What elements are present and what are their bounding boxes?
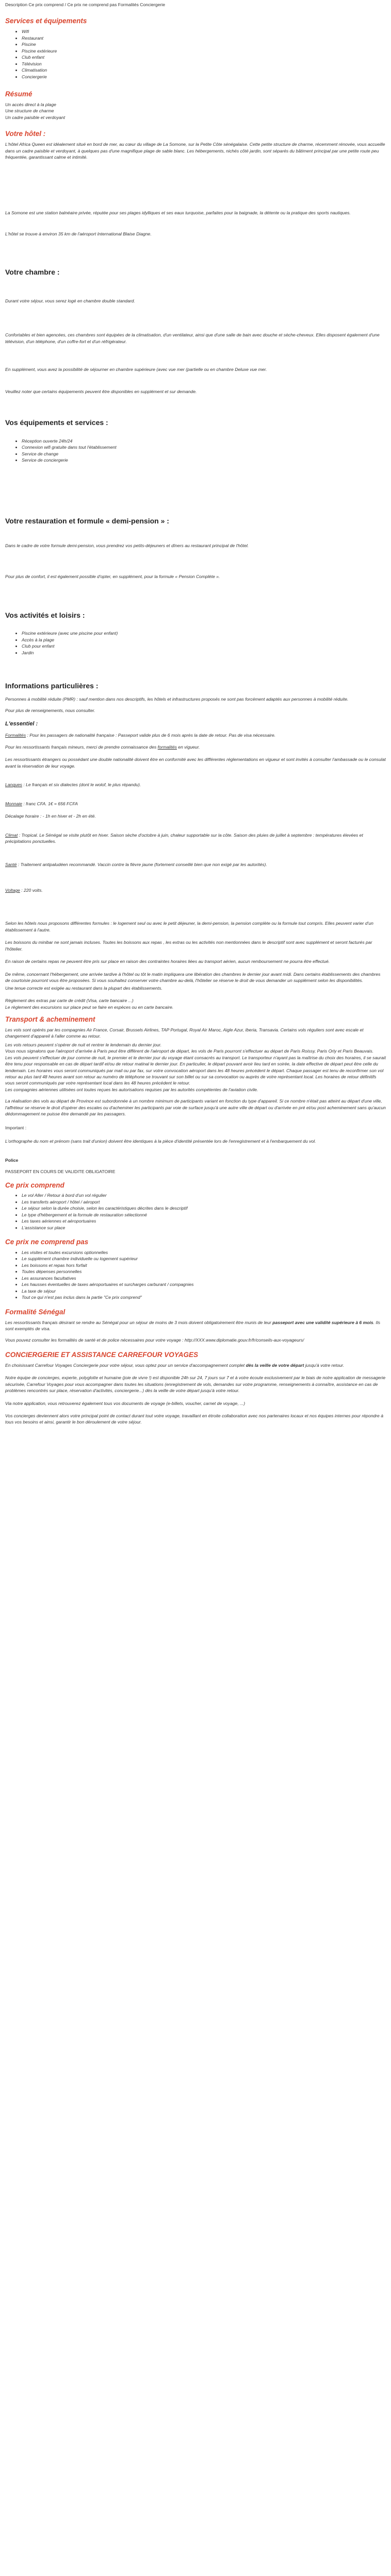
ne-comprend-list [5, 1249, 386, 1301]
boissons-paragraph: Les boissons du minibar ne sont jamais incluses. Toutes les boissons aux repas , les extras ou les activités non mentionnées dans le descriptif sont avec supplément et seront facturés par l'hôtelier. [5, 940, 372, 952]
equipements-section [5, 418, 386, 463]
reglement-excursions-paragraph: Le règlement des excursions sur place peut se faire en espèces ou en carte bancaire. [5, 1004, 174, 1010]
chambre-paragraph: Confortables et bien agencées, ces chambres sont équipées de la climatisation, d'un ventilateur, ainsi que d'une salle de bain avec douche et sèche-cheveux. Elles disposent également d'une télévision, d'un téléphone, d'un coffre-fort et d'un réfrigérateur. [5, 332, 380, 344]
list-item: • Accès à la plage [22, 637, 386, 643]
list-item: • Les transferts aéroport / hôtel / aéroport [22, 1199, 386, 1205]
list-item: • Service de conciergerie [22, 457, 386, 463]
monnaie-text: : franc CFA. 1€ = 656 FCFA [22, 801, 78, 806]
list-item: • Le vol Aller / Retour à bord d'un vol régulier [22, 1192, 386, 1198]
resume-line: Une structure de charme [5, 108, 54, 114]
formalite-passeport: passeport avec une validité supérieure à 6 mois [272, 1319, 373, 1325]
pmr-paragraph: Personnes à mobilité réduite (PMR) : sauf mention dans nos descriptifs, les hôtels et infrastructures proposés ne sont pas forcément adaptés aux personnes à mobilité réduite. [5, 696, 349, 702]
services-list [5, 28, 386, 80]
voltage-label: Voltage [5, 888, 20, 893]
list-item: • Les visites et toutes excursions optionnelles [22, 1249, 386, 1256]
hotel-paragraph: L'hôtel Africa Queen est idéalement situé en bord de mer, au cœur du village de La Somone, sur la Petite Côte sénégalaise. Cette petite structure de charme, récemment rénovée, vous accueille dans un cadre paisible et verdoyant, à quelques pas d'une magnifique plage de sable blanc. Les hébergements, nichés côté jardin, sont séparés du bâtiment principal par une petite route peu fréquentée, garantissant calme et intimité. [5, 142, 385, 160]
langues-paragraph [5, 782, 386, 788]
mineurs-text: Pour les ressortissants français mineurs, merci de prendre connaissance des [5, 744, 158, 750]
resume-section [5, 90, 386, 121]
reglement-paragraph: Règlement des extras par carte de crédit (Visa, carte bancaire ...) [5, 998, 134, 1004]
transport-paragraph: Les compagnies aériennes utilisées ont toutes reçues les autorisations requises par les autorités compétentes de l'aviation civile. [5, 1087, 258, 1092]
list-item: • Club pour enfant [22, 643, 386, 649]
list-item: • Tout ce qui n'est pas inclus dans la partie "Ce prix comprend" [22, 1294, 386, 1300]
list-item: • Le type d'hébergement et la formule de restauration sélectionné [22, 1212, 386, 1218]
formalite-text-end: . Ils sont exemptés de visa. [5, 1319, 381, 1331]
list-item: • Wifi [22, 28, 386, 35]
hebergement-paragraph: De même, concernant l'hébergement, une arrivée tardive à l'hôtel ou tôt le matin impliquera une libération des chambres le dernier jour avant midi. Dans certains établissements des chambres de courtoisie pourront vous être proposées. Si vous souhaitez conserver votre chambre au-delà, l'hôtelier se réserve le droit de vous demander un supplément selon les disponibilités. [5, 971, 381, 984]
transport-paragraph: Les vols peuvent s'effectuer de jour comme de nuit, le premier et le dernier jour du voyage étant consacrés au transport. Le transporteur n'ayant pas la maîtrise du choix des horaires, il se saurait être tenu pour responsable en cas de départ tardif et/ou de retour matinal le dernier jour. En particulier, le départ pouvant avoir lieu tard en soirée, la date effective de départ peut être celle du lendemain. Les horaires vous seront communiqués par mail ou par fax, sur votre convocation aéroport dans les 48 heures précédent le départ. Chaque passager est tenu de reconfirmer son vol retour au plus tard 48 heures avant son retour au numéro de téléphone se trouvant sur son billet ou sur sa convocation ou auprès de votre représentant local. Les horaires de retour définitifs vous seront communiqués par votre représentant local dans les 48 heures précédent le retour. [5, 1055, 386, 1086]
langues-text: : Le français et six dialectes (dont le wolof, le plus répandu). [22, 782, 141, 788]
resume-line: Un accès direct à la plage [5, 101, 56, 107]
transport-paragraph: Vous nous signalons que l'aéroport d'arrivée à Paris peut être différent de l'aéroport de départ, les vols de Paris pourront s'effectuer au départ de Paris Roissy, Paris Orly et Paris Beauvais. [5, 1048, 374, 1054]
list-item: • Les assurances facultatives [22, 1275, 386, 1281]
ne-comprend-title: Ce prix ne comprend pas [5, 1238, 89, 1246]
comprend-section [5, 1181, 386, 1231]
transport-paragraph: La réalisation des vols au départ de Province est subordonnée à un nombre minimum de participants variant en fonction du type d'appareil. Si ce nombre n'était pas atteint au départ d'une ville, l'affréteur se réserve le droit d'opérer des escales ou d'acheminer les participants par voie de surface jusqu'à une autre ville de départ ou d'arrivée en pré et/ou post acheminement sans qu'aucun dédommagement ne puisse être demandé par les passagers. [5, 1098, 386, 1117]
langues-label: Langues [5, 782, 22, 788]
mineurs-paragraph [5, 744, 386, 750]
chambre-paragraph: Durant votre séjour, vous serez logé en chambre double standard. [5, 298, 135, 303]
conciergerie-text-end: jusqu'à votre retour. [304, 1362, 345, 1368]
list-item: • Les taxes aériennes et aéroportuaires [22, 1218, 386, 1224]
sante-text: : Traitement antipaludéen recommandé. Vaccin contre la fièvre jaune (fortement conseillé bien que non exigé par les autorités). [17, 861, 267, 867]
hotel-paragraph: L'hôtel se trouve à environ 35 km de l'aéroport International Blaise Diagne. [5, 231, 152, 236]
formalites-label: Formalités [5, 733, 26, 738]
equipements-list [5, 438, 386, 464]
restauration-paragraph: Pour plus de confort, il est également possible d'opter, en supplément, pour la formule « Pension Complète ». [5, 574, 220, 580]
comprend-list [5, 1192, 386, 1231]
hotel-title: Votre hôtel : [5, 130, 46, 138]
passeport-notice: PASSEPORT EN COURS DE VALIDITE OBLIGATOIRE [5, 1169, 116, 1175]
list-item: • Les hausses éventuelles de taxes aéroportuaires et surcharges carburant / compagnies [22, 1281, 386, 1287]
chambre-section [5, 268, 386, 395]
important-label: Important : [5, 1125, 27, 1130]
conciergerie-veille: dès la veille de votre départ [246, 1362, 304, 1368]
list-item: • Le supplément chambre individuelle ou logement supérieur [22, 1256, 386, 1262]
services-title: Services et équipements [5, 17, 87, 25]
list-item: • Piscine extérieure [22, 48, 386, 54]
repas-paragraph: En raison de certains repas ne peuvent être pris sur place en raison des contraintes horaires liées au transport aérien, aucun remboursement ne pourra être effectué. [5, 959, 330, 964]
services-section [5, 17, 386, 80]
formalites-text: : Pour les passagers de nationalité française : Passeport valide plus de 6 mois après la date de retour. Pas de visa nécessaire. [26, 733, 276, 738]
list-item: • La taxe de séjour [22, 1288, 386, 1294]
tabs-line[interactable]: Description Ce prix comprend / Ce prix ne comprend pas Formalités Conciergerie [5, 2, 165, 7]
loisirs-list [5, 630, 386, 656]
formalite-section [5, 1308, 386, 1344]
list-item: • Club enfant [22, 54, 386, 60]
restauration-title: Votre restauration et formule « demi-pension » : [5, 517, 169, 526]
monnaie-paragraph [5, 801, 386, 807]
sante-label: Santé [5, 861, 17, 867]
restauration-paragraph: Dans le cadre de votre formule demi-pension, vous prendrez vos petits-déjeuners et dîners au restaurant principal de l'hôtel. [5, 543, 249, 548]
conciergerie-title: CONCIERGERIE ET ASSISTANCE CARREFOUR VOYAGES [5, 1350, 199, 1359]
conciergerie-paragraph: Vos concierges deviennent alors votre principal point de contact durant tout votre voyage, travaillant en étroite collaboration avec nos partenaires locaux et nos équipes internes pour répondre à tous vos besoins et ainsi, garantir le bon déroulement de votre séjour. [5, 1413, 383, 1425]
essentiel-title: L'essentiel : [5, 720, 38, 727]
conciergerie-text: En choisissant Carrefour Voyages Conciergerie pour votre séjour, vous optez pour un service d'accompagnement complet [5, 1362, 246, 1368]
list-item: • Climatisation [22, 67, 386, 73]
loisirs-section [5, 611, 386, 656]
info-paragraph: Pour plus de renseignements, nous consulter. [5, 708, 95, 714]
list-item: • Réception ouverte 24h/24 [22, 438, 386, 444]
restauration-section [5, 517, 386, 580]
climat-paragraph [5, 832, 386, 845]
list-item: • Télévision [22, 61, 386, 67]
police-label: Police [5, 1157, 19, 1163]
hotel-section [5, 130, 386, 237]
transport-paragraph: Les vols retours peuvent s'opérer de nuit et rentrer le lendemain du dernier jour. [5, 1042, 162, 1047]
hotel-paragraph: La Somone est une station balnéaire privée, réputée pour ses plages idylliques et ses eaux turquoise, parfaites pour la baignade, la détente ou la pratique des sports nautiques. [5, 210, 351, 216]
formules-paragraph: Selon les hôtels nous proposons différentes formules : le logement seul ou avec le petit déjeuner, la demi-pension, la pension complète ou la formule tout compris. Elles peuvent varier d'un établissement à l'autre. [5, 921, 373, 933]
list-item: • Toutes dépenses personnelles [22, 1268, 386, 1275]
formalites-link[interactable]: formalités [157, 744, 177, 750]
resume-title: Résumé [5, 90, 32, 98]
transport-section [5, 1015, 386, 1175]
conciergerie-paragraph: Notre équipe de concierges, experte, polyglotte et humaine (joie de vivre !) est disponible 24h sur 24, 7 jours sur 7 et à votre écoute exclusivement par le biais de notre application de messagerie sécurisée, Carrefour Voyages pour vous accompagner dans toutes les situations (enregistrement de vols, demandes sur votre programme, renseignements à connaître, assistance en cas de problèmes rencontrés sur place, réservation d'activités, conciergerie...) dès la veille de votre départ jusqu'à votre retour. [5, 1375, 386, 1394]
loisirs-title: Vos activités et loisirs : [5, 611, 85, 619]
list-item: • Le séjour selon la durée choisie, selon les caractéristiques décrites dans le descriptif [22, 1205, 386, 1211]
formalite-title: Formalité Sénégal [5, 1308, 66, 1316]
climat-label: Climat [5, 832, 18, 838]
list-item: • Piscine [22, 41, 386, 47]
voltage-paragraph [5, 887, 386, 893]
ne-comprend-section [5, 1238, 386, 1301]
list-item: • Piscine extérieure (avec une piscine pour enfant) [22, 630, 386, 636]
orthographe-paragraph: L'orthographe du nom et prénom (sans trait d'union) doivent être identiques à la pièce d'identité présentée lors de l'enregistrement et à l'embarquement du vol. [5, 1139, 316, 1144]
comprend-title: Ce prix comprend [5, 1181, 64, 1189]
voltage-text: : 220 volts. [20, 888, 43, 893]
resume-line: Un cadre paisible et verdoyant [5, 114, 66, 120]
formalite-paragraph [5, 1319, 386, 1332]
formalite-text: Les ressortissants français désirant se rendre au Sénégal pour un séjour de moins de 3 mois doivent obligatoirement être munis de leur [5, 1319, 273, 1325]
chambre-title: Votre chambre : [5, 268, 60, 277]
sante-paragraph [5, 861, 386, 868]
decalage-paragraph: Décalage horaire : - 1h en hiver et - 2h en été. [5, 814, 96, 819]
chambre-paragraph: Veuillez noter que certains équipements peuvent être disponibles en supplément et sur demande. [5, 388, 197, 394]
list-item: • Conciergerie [22, 74, 386, 80]
list-item: • L'assistance sur place [22, 1225, 386, 1231]
tenue-paragraph: Une tenue correcte est exigée au restaurant dans la plupart des établissements. [5, 985, 162, 991]
equipements-title: Vos équipements et services : [5, 418, 108, 427]
conciergerie-paragraph: Via notre application, vous retrouverez également tous vos documents de voyage (e-billets, voucher, carnet de voyage, ...) [5, 1400, 246, 1406]
particulieres-title: Informations particulières : [5, 682, 99, 690]
climat-text: : Tropical. Le Sénégal se visite plutôt en hiver. Saison sèche d'octobre à juin, chaleur supportable sur la côte. Saison des pluies de juillet à septembre : températures élevées et précipitations ponctuelles. [5, 832, 363, 844]
conciergerie-paragraph [5, 1362, 386, 1368]
chambre-paragraph: En supplément, vous avez la possibilité de séjourner en chambre supérieure (avec vue mer (partielle ou en chambre Deluxe vue mer. [5, 367, 267, 372]
list-item: • Restaurant [22, 35, 386, 41]
formalite-link-paragraph[interactable]: Vous pouvez consulter les formalités de santé et de police nécessaires pour votre voyage : http://XXX.www.diplomatie.gouv.fr/fr/conseils-aux-voyageurs/ [5, 1337, 304, 1343]
formalites-paragraph [5, 732, 386, 738]
mineurs-text-end: en vigueur. [176, 744, 200, 750]
transport-paragraph: Les vols sont opérés par les compagnies Air France, Corsair, Brussels Airlines, TAP Portugal, Royal Air Maroc, Aigle Azur, Iberia, Transavia. Certains vols réguliers sont avec escale et changement d'appareil à l'aller comme au retour. [5, 1027, 364, 1039]
list-item: • Les boissons et repas hors forfait [22, 1262, 386, 1268]
list-item: • Connexion wifi gratuite dans tout l'établissement [22, 444, 386, 450]
particulieres-section [5, 682, 386, 1010]
transport-title: Transport & acheminement [5, 1015, 95, 1023]
list-item: • Service de change [22, 451, 386, 457]
list-item: • Jardin [22, 650, 386, 656]
etrangers-paragraph: Les ressortissants étrangers ou possédant une double nationalité doivent être en conformité avec les différentes réglementations en vigueur et sont invités à consulter l'ambassade ou le consulat avant la réservation de leur voyage. [5, 757, 386, 769]
monnaie-label: Monnaie [5, 801, 22, 806]
conciergerie-section [5, 1351, 386, 1426]
